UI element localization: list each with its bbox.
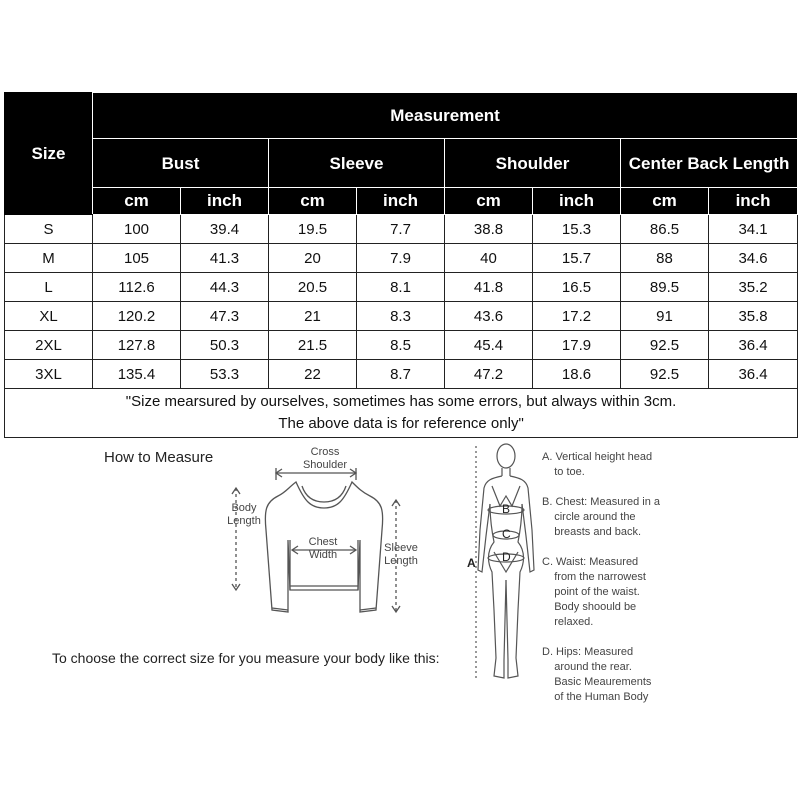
- bust-header: Bust: [93, 139, 269, 188]
- size-chart-table: [4, 92, 798, 438]
- unit-header: cm: [269, 188, 357, 215]
- value-cell: 35.8: [709, 302, 798, 331]
- value-cell: 36.4: [709, 331, 798, 360]
- size-cell: XL: [5, 302, 93, 331]
- value-cell: 39.4: [181, 215, 269, 244]
- value-cell: 8.5: [357, 331, 445, 360]
- value-cell: 18.6: [533, 360, 621, 389]
- sleeve-header: Sleeve: [269, 139, 445, 188]
- shoulder-header: Shoulder: [445, 139, 621, 188]
- sleeve-length-label: Sleeve Length: [384, 542, 418, 567]
- table-row: [5, 244, 798, 273]
- value-cell: 53.3: [181, 360, 269, 389]
- value-cell: 40: [445, 244, 533, 273]
- value-cell: 36.4: [709, 360, 798, 389]
- value-cell: 8.1: [357, 273, 445, 302]
- value-cell: 43.6: [445, 302, 533, 331]
- value-cell: 105: [93, 244, 181, 273]
- value-cell: 44.3: [181, 273, 269, 302]
- marker-d: D: [502, 550, 511, 564]
- value-cell: 21.5: [269, 331, 357, 360]
- center-back-length-header: Center Back Length: [621, 139, 798, 188]
- value-cell: 16.5: [533, 273, 621, 302]
- cross-shoulder-label: Cross Shoulder: [302, 446, 348, 471]
- body-figure: [470, 440, 540, 700]
- value-cell: 91: [621, 302, 709, 331]
- value-cell: 8.3: [357, 302, 445, 331]
- note-line-2: The above data is for reference only": [278, 415, 524, 432]
- value-cell: 47.2: [445, 360, 533, 389]
- legend-b: B. Chest: Measured in a circle around the breasts and back.: [542, 496, 661, 538]
- value-cell: 50.3: [181, 331, 269, 360]
- value-cell: 92.5: [621, 360, 709, 389]
- size-cell: M: [5, 244, 93, 273]
- unit-header: inch: [357, 188, 445, 215]
- unit-header: cm: [445, 188, 533, 215]
- marker-a: A: [467, 556, 476, 570]
- unit-header: inch: [181, 188, 269, 215]
- value-cell: 34.1: [709, 215, 798, 244]
- value-cell: 22: [269, 360, 357, 389]
- size-cell: 2XL: [5, 331, 93, 360]
- value-cell: 17.9: [533, 331, 621, 360]
- value-cell: 127.8: [93, 331, 181, 360]
- unit-header: cm: [621, 188, 709, 215]
- value-cell: 120.2: [93, 302, 181, 331]
- legend-c: C. Waist: Measured from the narrowest point of the waist. Body shoould be relaxed.: [542, 556, 646, 628]
- legend-d: D. Hips: Measured around the rear. Basic Meaurements of the Human Body: [542, 646, 652, 703]
- legend-a: A. Vertical height head to toe.: [542, 451, 653, 478]
- value-cell: 21: [269, 302, 357, 331]
- table-row: [5, 215, 798, 244]
- value-cell: 15.7: [533, 244, 621, 273]
- value-cell: 8.7: [357, 360, 445, 389]
- value-cell: 35.2: [709, 273, 798, 302]
- value-cell: 38.8: [445, 215, 533, 244]
- unit-header: inch: [533, 188, 621, 215]
- body-length-label: Body Length: [227, 502, 261, 527]
- value-cell: 88: [621, 244, 709, 273]
- chest-width-label: Chest Width: [300, 536, 346, 562]
- value-cell: 100: [93, 215, 181, 244]
- value-cell: 17.2: [533, 302, 621, 331]
- note-line-1: "Size mearsured by ourselves, sometimes has some errors, but always within 3cm.: [125, 393, 677, 410]
- value-cell: 47.3: [181, 302, 269, 331]
- measurement-header: Measurement: [93, 93, 798, 139]
- value-cell: 135.4: [93, 360, 181, 389]
- unit-header: cm: [93, 188, 181, 215]
- size-cell: 3XL: [5, 360, 93, 389]
- marker-b: B: [502, 502, 511, 516]
- size-cell: S: [5, 215, 93, 244]
- unit-header: inch: [709, 188, 798, 215]
- value-cell: 86.5: [621, 215, 709, 244]
- marker-c: C: [502, 527, 511, 541]
- how-to-measure-title: How to Measure: [104, 449, 214, 466]
- size-cell: L: [5, 273, 93, 302]
- size-header: Size: [5, 93, 93, 215]
- value-cell: 20.5: [269, 273, 357, 302]
- value-cell: 20: [269, 244, 357, 273]
- garment-diagram: [226, 440, 416, 620]
- value-cell: 45.4: [445, 331, 533, 360]
- value-cell: 7.9: [357, 244, 445, 273]
- value-cell: 7.7: [357, 215, 445, 244]
- table-row: [5, 331, 798, 360]
- table-row: [5, 360, 798, 389]
- value-cell: 112.6: [93, 273, 181, 302]
- value-cell: 41.3: [181, 244, 269, 273]
- value-cell: 41.8: [445, 273, 533, 302]
- table-row: [5, 302, 798, 331]
- table-note: [5, 389, 798, 438]
- value-cell: 92.5: [621, 331, 709, 360]
- measure-instruction: To choose the correct size for you measure your body like this:: [52, 650, 440, 666]
- table-row: [5, 273, 798, 302]
- value-cell: 34.6: [709, 244, 798, 273]
- value-cell: 15.3: [533, 215, 621, 244]
- value-cell: 89.5: [621, 273, 709, 302]
- value-cell: 19.5: [269, 215, 357, 244]
